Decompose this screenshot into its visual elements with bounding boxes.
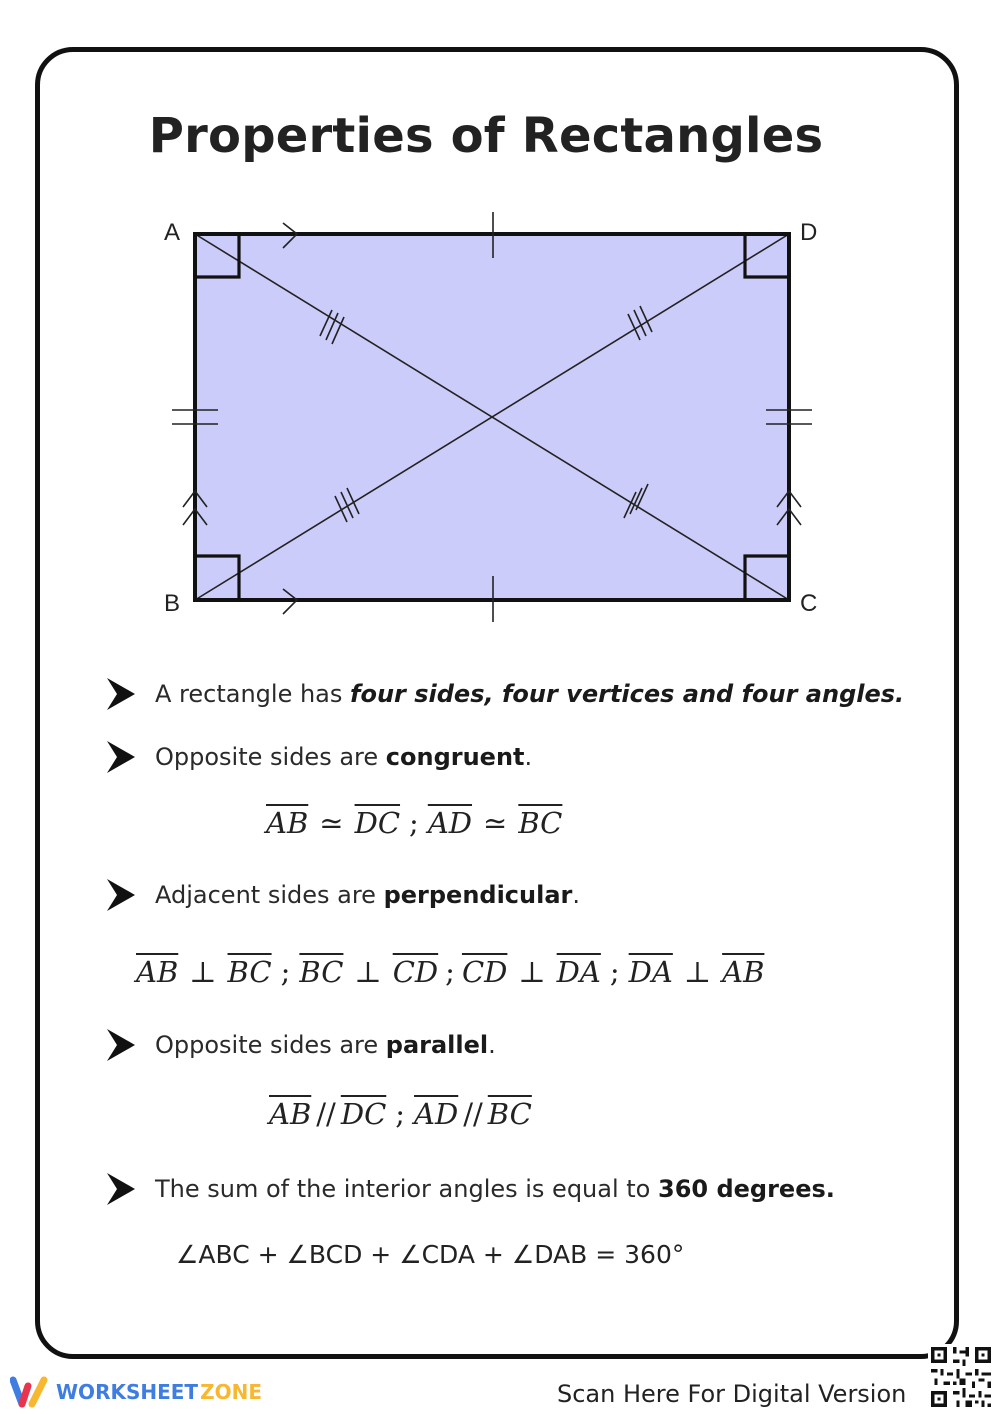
chevron-right-icon [105, 1171, 137, 1207]
brand-name-part2: ZONE [200, 1380, 262, 1404]
bullet-item [105, 737, 532, 777]
qr-code-icon[interactable] [928, 1344, 994, 1410]
scan-text: Scan Here For Digital Version [557, 1380, 907, 1408]
svg-text:D: D [800, 219, 818, 246]
bullet-text: Opposite sides are congruent. [155, 743, 533, 771]
bullet-item [105, 674, 904, 714]
svg-text:C: C [800, 590, 818, 617]
bullet-item [105, 1025, 496, 1065]
chevron-right-icon [105, 739, 137, 775]
chevron-right-icon [105, 676, 137, 712]
svg-text:A: A [164, 219, 181, 246]
congruent-formula: $\overline{AB}$ ≃ $\overline{DC}$ ; $\overline{AD}$ ≃ $\overline{BC}$ [266, 806, 563, 840]
chevron-right-icon [105, 877, 137, 913]
bullet-text: Opposite sides are parallel. [155, 1031, 496, 1059]
bullet-item [105, 1169, 835, 1209]
chevron-right-icon [105, 1027, 137, 1063]
bullet-text: Adjacent sides are perpendicular. [155, 881, 581, 909]
bullet-item [105, 875, 580, 915]
angle-sum-formula: ∠ABC + ∠BCD + ∠CDA + ∠DAB = 360° [176, 1240, 685, 1269]
parallel-formula: $\overline{AB} // \overline{DC}$ ; $\overline{AD} // \overline{BC}$ [269, 1097, 532, 1131]
worksheetzone-logo[interactable] [10, 1376, 262, 1408]
bullet-text: The sum of the interior angles is equal to 360 degrees. [155, 1175, 835, 1203]
rectangle-diagram [150, 200, 850, 630]
logo-w-icon [10, 1376, 50, 1408]
svg-text:B: B [164, 590, 181, 617]
page-title: Properties of Rectangles [148, 108, 824, 164]
perpendicular-formula: $\overline{AB}$ ⊥ $\overline{BC}$ ; $\overline{BC}$ ⊥ $\overline{CD}$ ; $\overline{CD}$ ⊥ $\overline{DA}$ ; $\overline{DA}$ ⊥ $\overline{AB}$ [136, 955, 765, 989]
bullet-text: A rectangle has four sides, four vertices and four angles. [155, 680, 905, 708]
brand-name-part1: WORKSHEET [56, 1380, 199, 1404]
